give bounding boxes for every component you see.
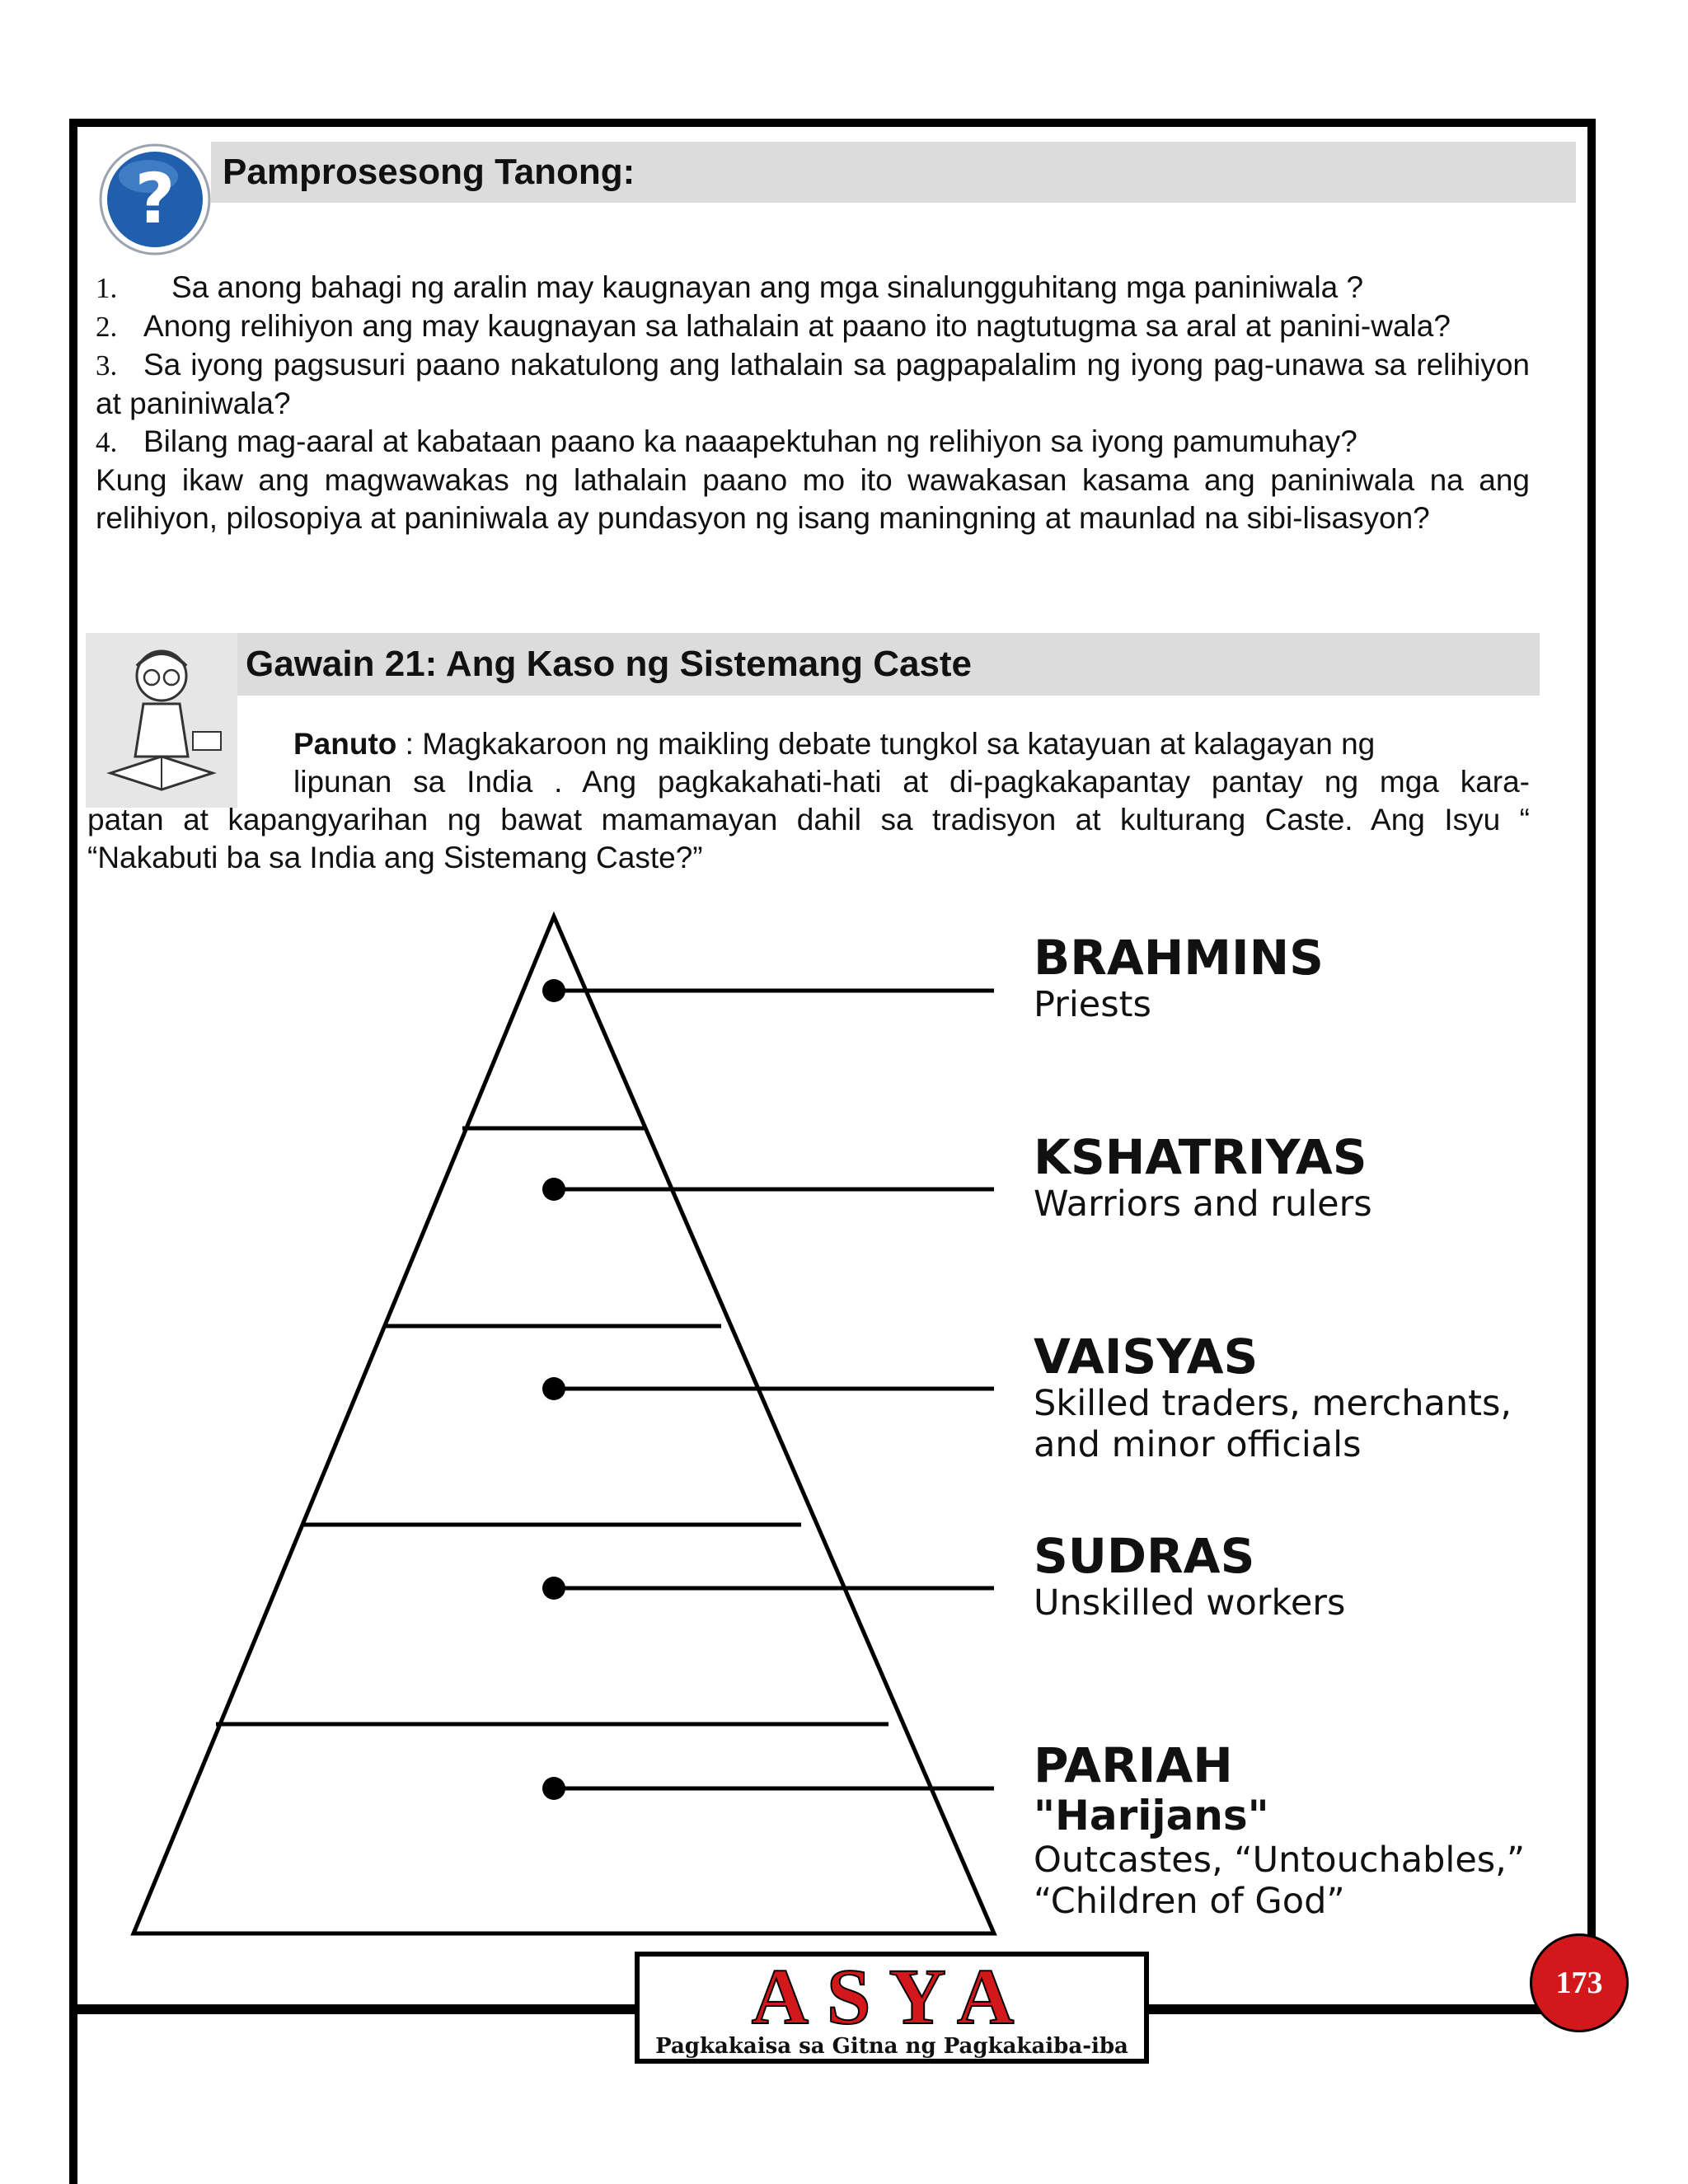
activity-header (237, 633, 1540, 696)
question-item: 2. Anong relihiyon ang may kaugnayan sa lathalain at paano ito nagtutugma sa aral at panini-wala? (96, 309, 1451, 343)
caste-pyramid-diagram (124, 907, 1014, 1945)
processing-questions-header (211, 142, 1576, 203)
pyramid-tier-dot (542, 1777, 565, 1800)
caste-label-pariah (1034, 1739, 1578, 1922)
page-number: 173 (1555, 1966, 1603, 2000)
question-closing: Kung ikaw ang magwawakas ng lathalain paano mo ito wawakasan kasama ang paniniwala na ang relihiyon, pilosopiya at paniniwala ay pundasyon ng isang maningning at maunlad na sibi-lisasyon? (96, 463, 1530, 535)
question-mark-icon (97, 142, 213, 257)
caste-label-sudras (1034, 1530, 1578, 1624)
svg-text:?: ? (134, 158, 176, 239)
caste-name: VAISYAS (1034, 1329, 1259, 1385)
pyramid-tier-dot (542, 979, 565, 1002)
frame-left-border (69, 119, 77, 2184)
caste-name: BRAHMINS (1034, 930, 1324, 986)
instruction-label: Panuto (293, 727, 397, 761)
caste-alias: "Harijans" (1034, 1792, 1269, 1840)
caste-description: Outcastes, “Untouchables,” (1034, 1840, 1526, 1881)
frame-top-border (69, 119, 1596, 127)
question-item: 1. Sa anong bahagi ng aralin may kaugnayan ang mga sinalungguhitang mga paniniwala ? (96, 270, 1364, 304)
page-number-badge (1530, 1933, 1629, 2032)
pyramid-tier-dot (542, 1377, 565, 1400)
pyramid-tier-dot (542, 1178, 565, 1201)
caste-description: Priests (1034, 984, 1151, 1025)
processing-questions-title: Pamprosesong Tanong: (223, 152, 635, 192)
caste-name: SUDRAS (1034, 1528, 1255, 1584)
caste-label-brahmins (1034, 931, 1578, 1025)
logo-subtitle: Pagkakaisa sa Gitna ng Pagkakaiba-iba (655, 2034, 1128, 2059)
caste-name: PARIAH (1034, 1737, 1233, 1793)
caste-name: KSHATRIYAS (1034, 1129, 1367, 1185)
activity-title: Gawain 21: Ang Kaso ng Sistemang Caste (246, 644, 973, 684)
logo-title: ASYA (751, 1952, 1033, 2041)
pyramid-tier-dot (542, 1577, 565, 1600)
caste-description: and minor officials (1034, 1424, 1362, 1465)
question-item: 3. Sa iyong pagsusuri paano nakatulong ang lathalain sa pagpapalalim ng iyong pag-unawa sa relihiyon at paniniwala? (96, 348, 1530, 420)
question-list (96, 269, 1530, 537)
frame-right-border (1587, 119, 1596, 2014)
caste-description: Warriors and rulers (1034, 1183, 1372, 1225)
caste-description: “Children of God” (1034, 1881, 1345, 1922)
asya-logo (635, 1952, 1149, 2064)
pyramid-outline (134, 916, 994, 1933)
caste-description: Skilled traders, merchants, (1034, 1383, 1512, 1424)
caste-description: Unskilled workers (1034, 1582, 1346, 1624)
activity-instructions: Panuto : Magkakaroon ng maikling debate tungkol sa katayuan at kalagayan ng lipunan sa India . Ang pagkakahati-hati at di-pagkakapantay pantay ng mga kara- patan at kapangyarihan ng bawat mamamayan dahil sa tradisyon at kulturang Caste. Ang Isyu “ “Nakabuti ba sa India ang Sistemang Caste?” (87, 727, 1530, 874)
question-item: 4. Bilang mag-aaral at kabataan paano ka naaapektuhan ng relihiyon sa iyong pamumuhay? (96, 424, 1357, 458)
caste-label-vaisyas (1034, 1330, 1578, 1465)
caste-label-kshatriyas (1034, 1131, 1578, 1225)
